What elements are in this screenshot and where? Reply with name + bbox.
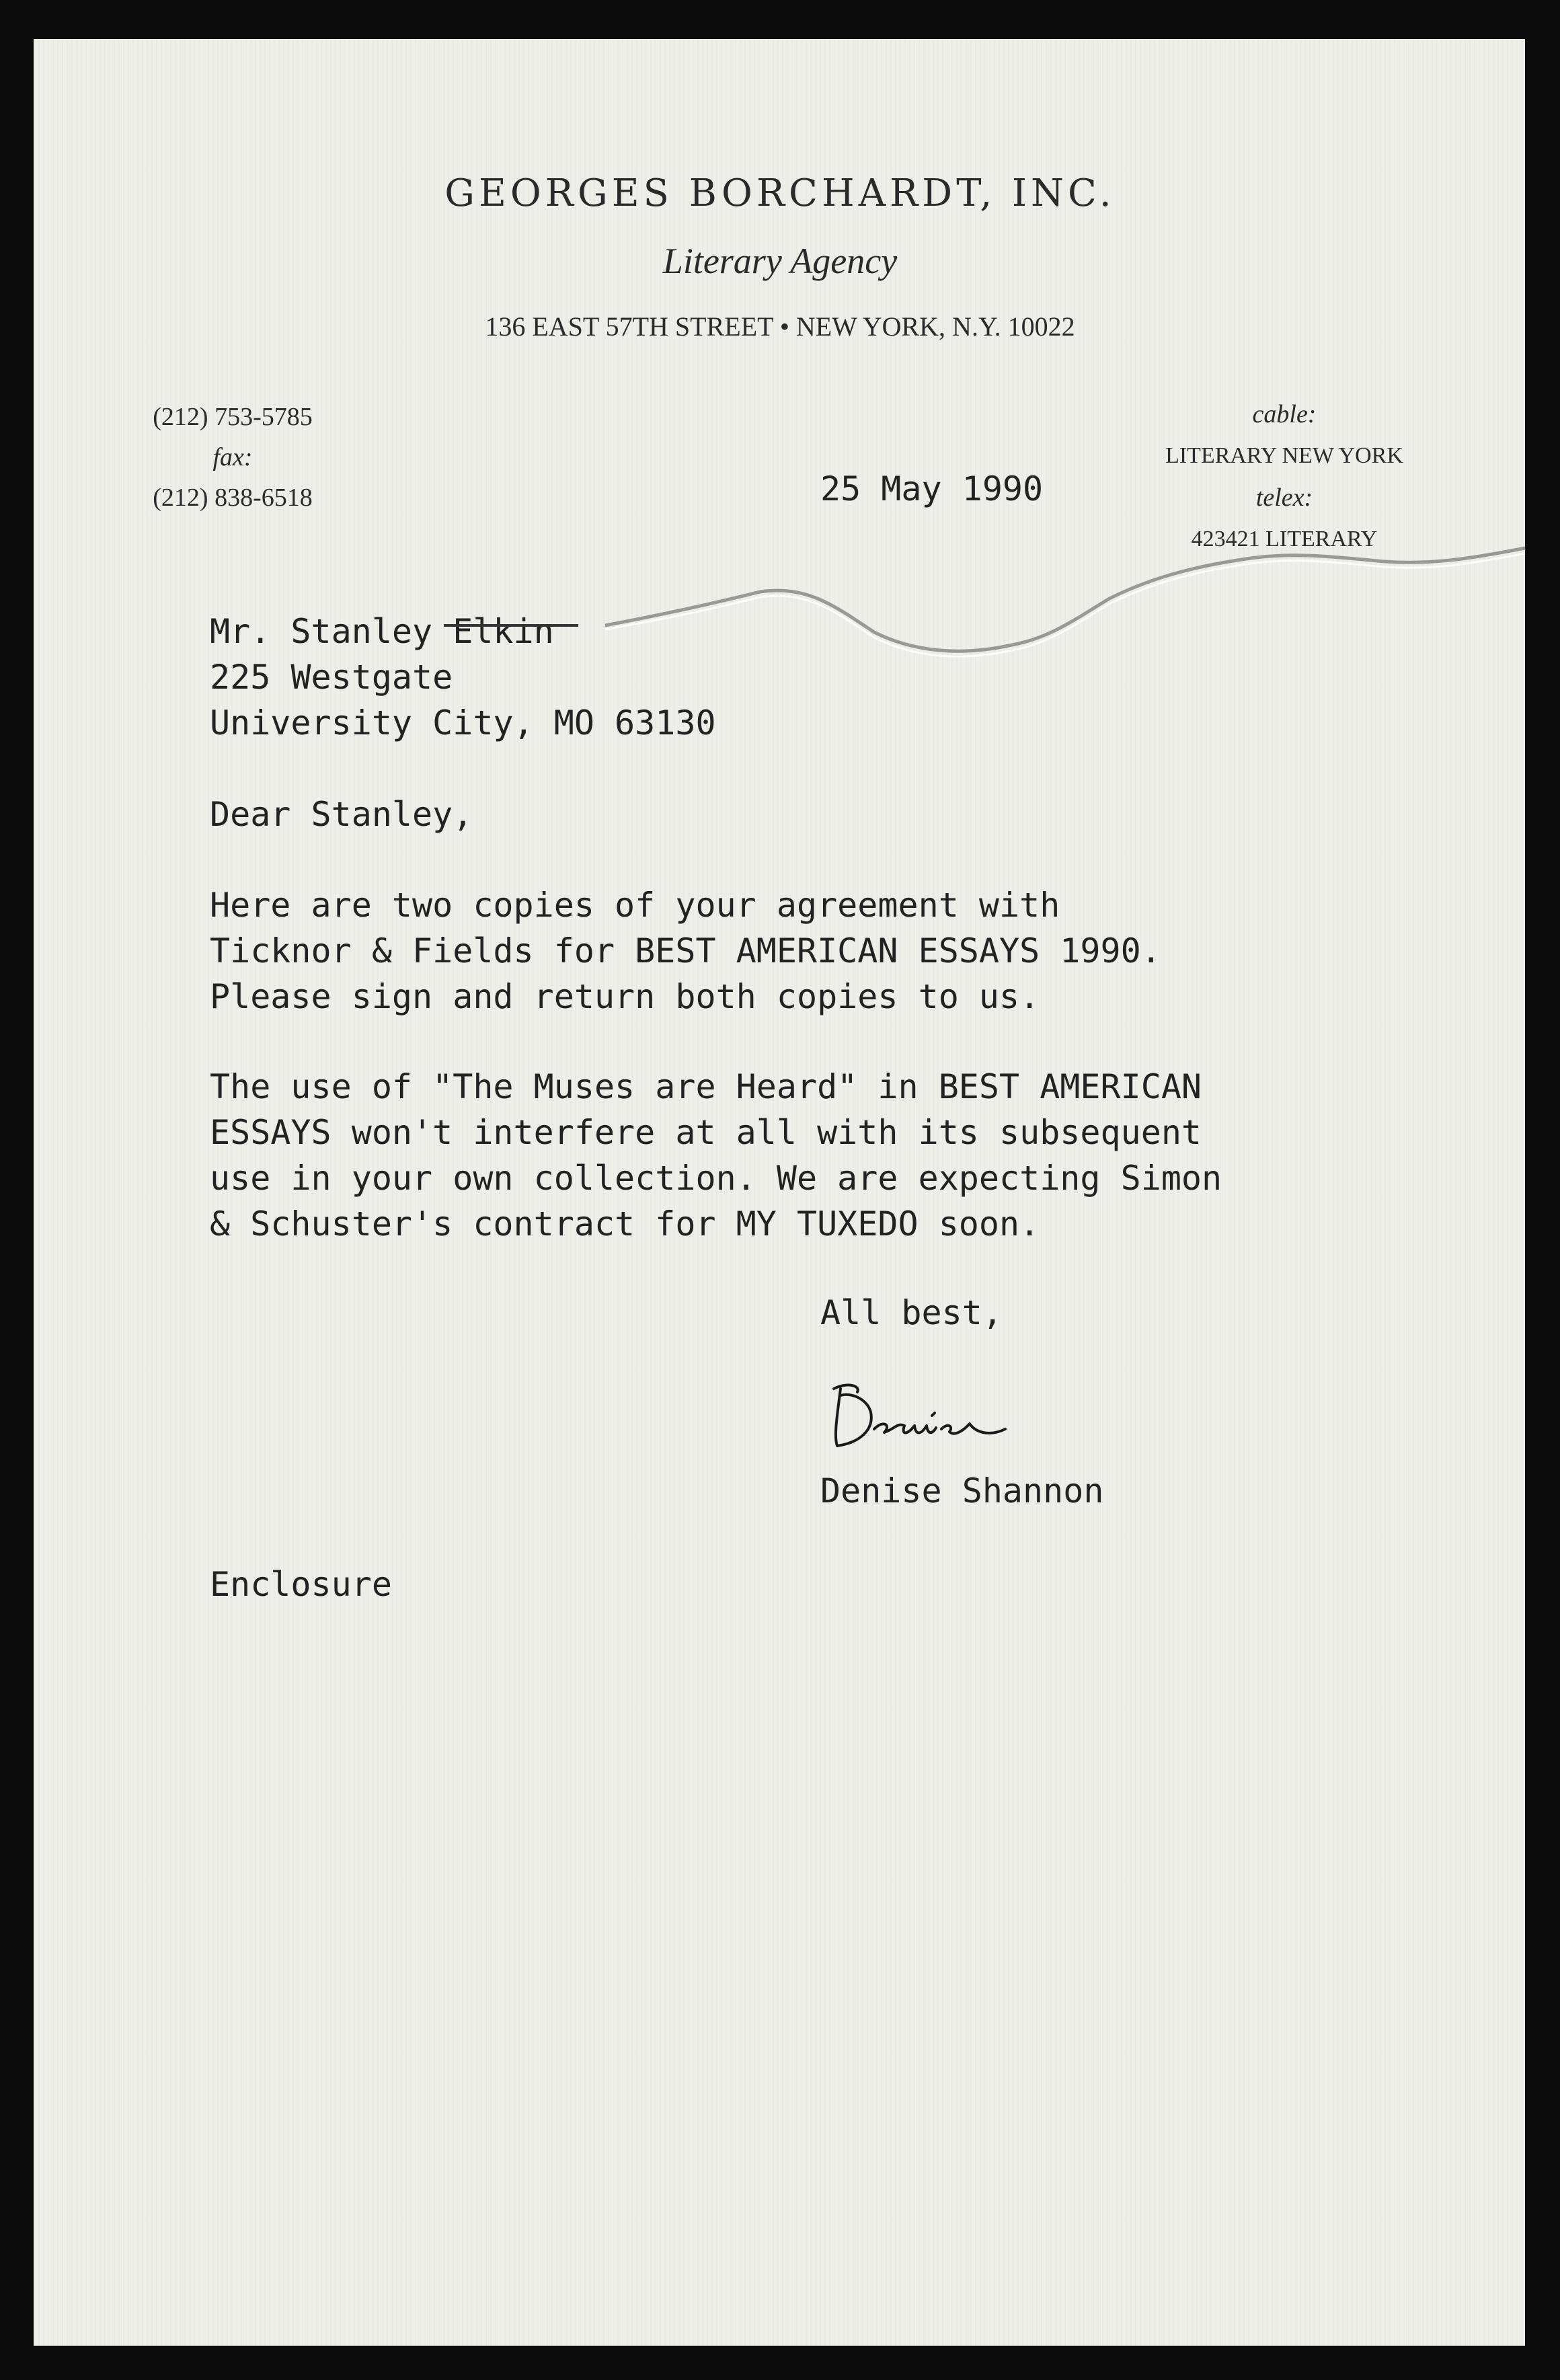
company-subtitle: Literary Agency	[662, 241, 898, 281]
cable-address: LITERARY NEW YORK	[1165, 443, 1403, 468]
phone-number: (212) 753-5785	[153, 403, 313, 431]
cable-label: cable:	[1252, 400, 1317, 428]
paragraph-2-line: The use of "The Muses are Heard" in BEST AMERICAN	[210, 1067, 1202, 1106]
recipient-street: 225 Westgate	[210, 658, 453, 697]
paragraph-1-line: Here are two copies of your agreement with	[210, 886, 1060, 925]
contact-right	[1143, 393, 1426, 560]
paragraph-2	[210, 1064, 1222, 1247]
company-address: 136 EAST 57TH STREET • NEW YORK, N.Y. 10022	[485, 311, 1075, 342]
paragraph-1	[210, 882, 1161, 1020]
company-name: GEORGES BORCHARDT, INC.	[444, 171, 1116, 215]
handwritten-signature	[820, 1362, 1022, 1463]
closing: All best,	[820, 1293, 1003, 1332]
recipient-city: University City, MO 63130	[210, 703, 716, 742]
paragraph-2-line: use in your own collection. We are expecting Simon	[210, 1159, 1222, 1198]
signer-name: Denise Shannon	[820, 1471, 1104, 1510]
recipient-address	[210, 609, 716, 746]
paragraph-1-line: Please sign and return both copies to us.	[210, 977, 1040, 1016]
telex-number: 423421 LITERARY	[1191, 527, 1378, 551]
fax-label: fax:	[212, 443, 253, 471]
recipient-name: Mr. Stanley Elkin	[210, 612, 554, 651]
paragraph-1-line: Ticknor & Fields for BEST AMERICAN ESSAYS 1990.	[210, 931, 1161, 970]
letter-date: 25 May 1990	[820, 469, 1044, 508]
paragraph-2-line: & Schuster's contract for MY TUXEDO soon.	[210, 1204, 1040, 1243]
fax-number: (212) 838-6518	[153, 484, 313, 512]
paragraph-2-line: ESSAYS won't interfere at all with its subsequent	[210, 1113, 1202, 1152]
salutation: Dear Stanley,	[210, 795, 473, 834]
telex-label: telex:	[1255, 484, 1313, 512]
enclosure-note: Enclosure	[210, 1565, 392, 1604]
contact-left	[132, 397, 334, 518]
